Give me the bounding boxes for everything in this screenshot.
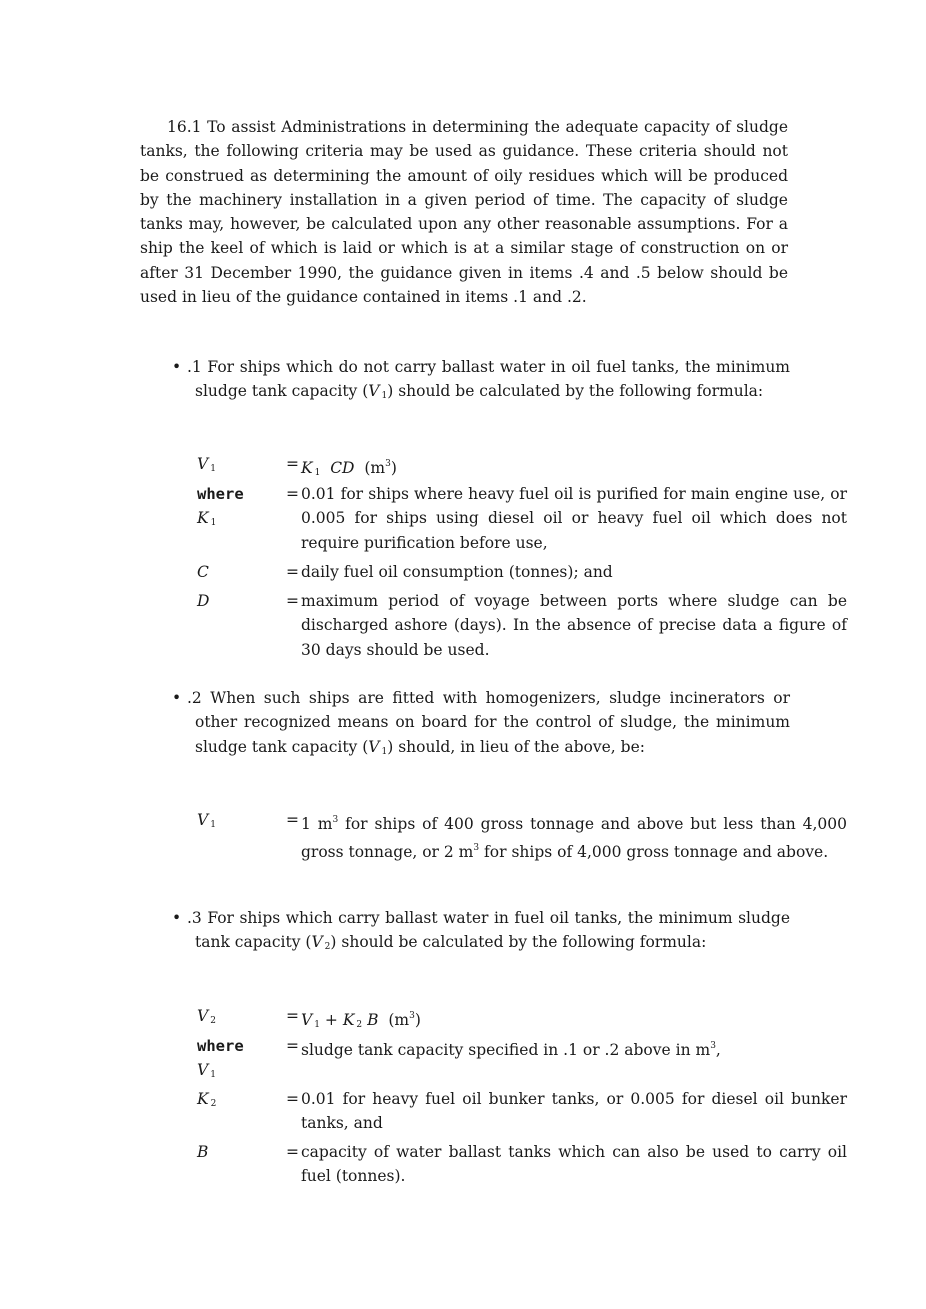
definition-v1-homogenizer: V $_1$ = 1 $m^3$ for ships of 400 gross tonnage and above but less than 4,000 gross tonnage, or 2 $m^3$ for ships of 4,000 gross tonnage and above. — [197, 811, 847, 862]
definition-c: C = daily fuel oil consumption (tonnes); and — [197, 563, 613, 581]
item-label: .3 — [187, 909, 202, 927]
bullet-icon: • — [172, 358, 182, 376]
intro-paragraph — [140, 115, 788, 309]
paragraph-number: 16.1 — [167, 118, 202, 136]
intro-text: To assist Administrations in determining the adequate capacity of sludge tanks, the following criteria may be used as guidance. These criteria should not be construed as determining the amount of oily residues which will be produced by the machinery installation in a given period of time. The capacity of sludge tanks may, however, be calculated upon any other reasonable assumptions. For a ship the keel of which is laid or which is at a similar stage of construction on or after 31 December 1990, the guidance given in items .4 and .5 below should be used in lieu of the guidance contained in items .1 and .2. — [140, 118, 788, 307]
list-item-1-text: .1 For ships which do not carry ballast water in oil fuel tanks, the minimum sludge tank capacity (V $_1$) should be calculated by the following formula: — [187, 358, 790, 402]
definition-v1-ref: where V $_1$ = sludge tank capacity specified in .1 or .2 above in $m^3$, — [197, 1037, 721, 1081]
item-label: .2 — [187, 689, 202, 707]
definition-k1: where K $_1$ = 0.01 for ships where heavy fuel oil is purified for main engine use, or 0.005 for ships using diesel oil or heavy fuel oil which does not require purification before use, — [197, 485, 847, 552]
bullet-icon: • — [172, 909, 182, 927]
item-label: .1 — [187, 358, 202, 376]
definition-d: D = maximum period of voyage between ports where sludge can be discharged ashore (days). In the absence of precise data a figure of 30 days should be used. — [197, 592, 847, 659]
list-item-1 — [172, 355, 790, 409]
formula-v1: V $_1$ = K $_1$ CD $(m^3)$ — [197, 455, 397, 478]
definition-k2: K $_2$ = 0.01 for heavy fuel oil bunker tanks, or 0.005 for diesel oil bunker tanks, and — [197, 1090, 847, 1133]
list-item-2-text: .2 When such ships are fitted with homogenizers, sludge incinerators or other recognized means on board for the control of sludge, the minimum sludge tank capacity (V $_1$) should, in lieu of the above, be: — [187, 689, 790, 757]
formula-v2: V $_2$ = V $_1$ + K $_2$ B $(m^3)$ — [197, 1007, 421, 1030]
definition-b: B = capacity of water ballast tanks which can also be used to carry oil fuel (tonnes). — [197, 1143, 847, 1186]
list-item-3 — [172, 906, 790, 960]
list-item-3-text: .3 For ships which carry ballast water in fuel oil tanks, the minimum sludge tank capacity (V $_2$) should be calculated by the following formula: — [187, 909, 790, 953]
bullet-icon: • — [172, 689, 182, 707]
list-item-2 — [172, 686, 790, 764]
